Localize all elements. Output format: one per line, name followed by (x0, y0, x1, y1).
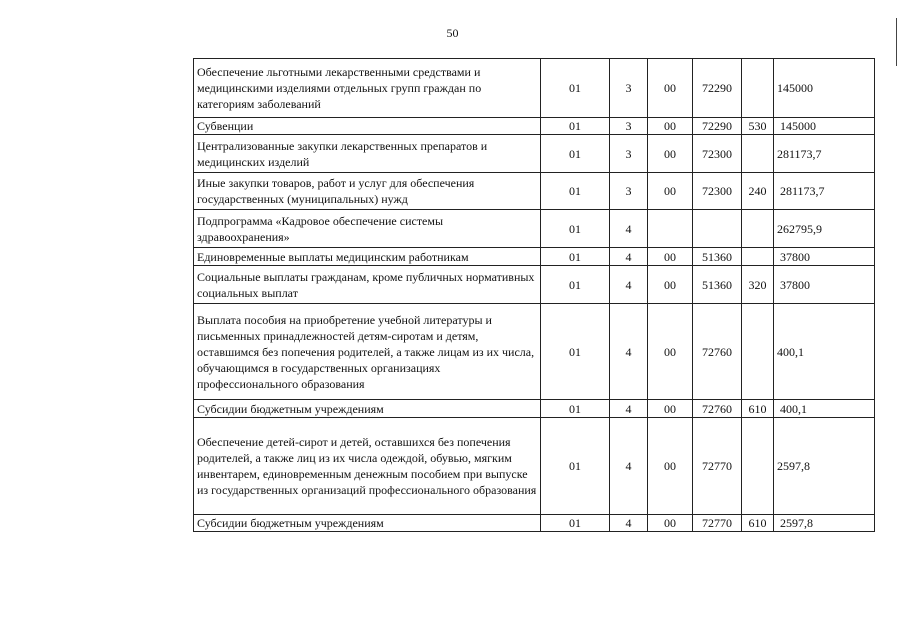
amount: 145000 (774, 59, 875, 118)
row-name: Иные закупки товаров, работ и услуг для обеспечения государственных (муниципальных) нужд (194, 173, 541, 210)
subsection-code: 4 (610, 418, 648, 515)
group-code: 00 (648, 59, 693, 118)
subsection-code: 4 (610, 304, 648, 400)
subsection-code: 4 (610, 515, 648, 532)
table-row (194, 135, 875, 173)
row-name: Обеспечение льготными лекарственными средствами и медицинскими изделиями отдельных групп граждан по категориям заболеваний (194, 59, 541, 118)
row-name: Выплата пособия на приобретение учебной литературы и письменных принадлежностей детям-сиротам и детям, оставшимся без попечения родителей, а также лицам из их числа, обучающимся в государственных организациях профессионального образования (194, 304, 541, 400)
target-code: 51360 (693, 248, 742, 266)
target-code: 72290 (693, 118, 742, 135)
section-code: 01 (541, 248, 610, 266)
group-code: 00 (648, 515, 693, 532)
group-code: 00 (648, 248, 693, 266)
group-code: 00 (648, 266, 693, 304)
amount: 2597,8 (774, 515, 875, 532)
target-code: 72770 (693, 515, 742, 532)
table-row (194, 400, 875, 418)
section-code: 01 (541, 418, 610, 515)
target-code: 72290 (693, 59, 742, 118)
amount: 37800 (774, 248, 875, 266)
scan-edge-line (896, 18, 897, 66)
group-code: 00 (648, 400, 693, 418)
row-name: Субсидии бюджетным учреждениям (194, 400, 541, 418)
row-name: Обеспечение детей-сирот и детей, оставшихся без попечения родителей, а также лиц из их числа одеждой, обувью, мягким инвентарем, единовременным денежным пособием при выпуске из государственных организаций профессионального образования (194, 418, 541, 515)
subsection-code: 3 (610, 59, 648, 118)
row-name: Централизованные закупки лекарственных препаратов и медицинских изделий (194, 135, 541, 173)
expense-type-code: 240 (742, 173, 774, 210)
table-row (194, 118, 875, 135)
table-row (194, 173, 875, 210)
expense-type-code (742, 248, 774, 266)
target-code: 51360 (693, 266, 742, 304)
subsection-code: 4 (610, 210, 648, 248)
amount: 400,1 (774, 400, 875, 418)
section-code: 01 (541, 135, 610, 173)
target-code (693, 210, 742, 248)
amount: 281173,7 (774, 135, 875, 173)
expense-type-code (742, 418, 774, 515)
section-code: 01 (541, 118, 610, 135)
expense-type-code (742, 135, 774, 173)
group-code: 00 (648, 304, 693, 400)
subsection-code: 4 (610, 266, 648, 304)
subsection-code: 4 (610, 248, 648, 266)
expense-type-code: 530 (742, 118, 774, 135)
target-code: 72770 (693, 418, 742, 515)
expense-type-code (742, 210, 774, 248)
table-row (194, 248, 875, 266)
target-code: 72760 (693, 304, 742, 400)
page-number: 50 (446, 26, 459, 40)
section-code: 01 (541, 173, 610, 210)
section-code: 01 (541, 210, 610, 248)
group-code: 00 (648, 173, 693, 210)
subsection-code: 4 (610, 400, 648, 418)
table-row (194, 210, 875, 248)
section-code: 01 (541, 400, 610, 418)
amount: 400,1 (774, 304, 875, 400)
expense-type-code: 320 (742, 266, 774, 304)
target-code: 72300 (693, 135, 742, 173)
group-code: 00 (648, 118, 693, 135)
table-row (194, 304, 875, 400)
budget-table (193, 58, 875, 532)
amount: 2597,8 (774, 418, 875, 515)
group-code (648, 210, 693, 248)
row-name: Социальные выплаты гражданам, кроме публичных нормативных социальных выплат (194, 266, 541, 304)
subsection-code: 3 (610, 173, 648, 210)
section-code: 01 (541, 304, 610, 400)
group-code: 00 (648, 418, 693, 515)
amount: 145000 (774, 118, 875, 135)
expense-type-code: 610 (742, 400, 774, 418)
table-row (194, 59, 875, 118)
amount: 281173,7 (774, 173, 875, 210)
group-code: 00 (648, 135, 693, 173)
row-name: Единовременные выплаты медицинским работникам (194, 248, 541, 266)
expense-type-code (742, 304, 774, 400)
row-name: Субсидии бюджетным учреждениям (194, 515, 541, 532)
amount: 37800 (774, 266, 875, 304)
table-row (194, 266, 875, 304)
subsection-code: 3 (610, 135, 648, 173)
section-code: 01 (541, 266, 610, 304)
subsection-code: 3 (610, 118, 648, 135)
table-row (194, 515, 875, 532)
target-code: 72300 (693, 173, 742, 210)
amount: 262795,9 (774, 210, 875, 248)
section-code: 01 (541, 59, 610, 118)
expense-type-code (742, 59, 774, 118)
table-row (194, 418, 875, 515)
section-code: 01 (541, 515, 610, 532)
row-name: Подпрограмма «Кадровое обеспечение системы здравоохранения» (194, 210, 541, 248)
expense-type-code: 610 (742, 515, 774, 532)
target-code: 72760 (693, 400, 742, 418)
row-name: Субвенции (194, 118, 541, 135)
